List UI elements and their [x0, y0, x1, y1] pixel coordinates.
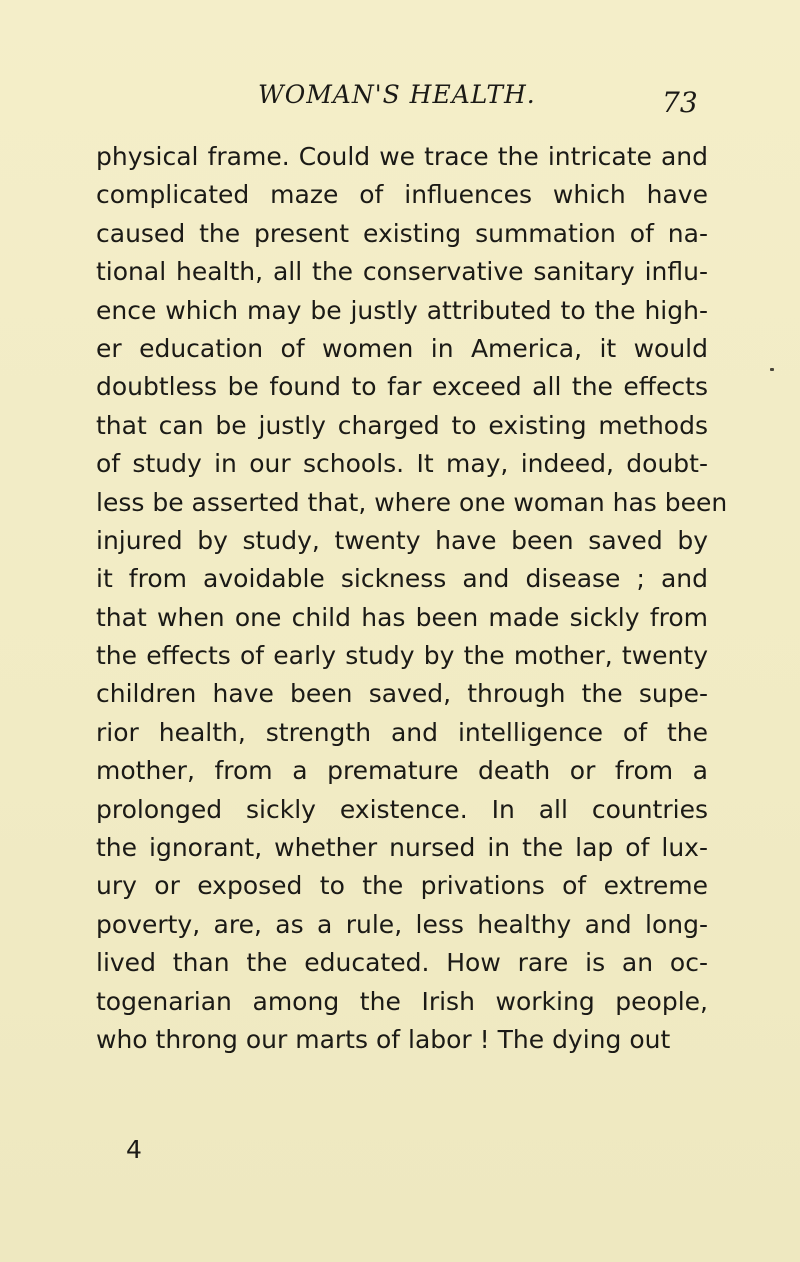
text-line: togenarian among the Irish working people,	[96, 986, 708, 1016]
text-line: tional health, all the conservative sanitary influ-	[96, 257, 708, 287]
text-line: injured by study, twenty have been saved by	[96, 525, 708, 555]
text-line: poverty, are, as a rule, less healthy and long-	[96, 909, 708, 939]
text-line: prolonged sickly existence. In all countries	[96, 794, 708, 824]
text-line: ury or exposed to the privations of extreme	[96, 871, 708, 901]
text-line: children have been saved, through the supe-	[96, 679, 708, 709]
text-line: the effects of early study by the mother, twenty	[96, 641, 708, 671]
text-line: complicated maze of influences which have	[96, 180, 708, 210]
text-line: rior health, strength and intelligence of the	[96, 717, 708, 747]
text-line: lived than the educated. How rare is an oc-	[96, 948, 708, 978]
body-text	[96, 138, 728, 1059]
text-line: that can be justly charged to existing methods	[96, 410, 708, 440]
running-head	[0, 80, 800, 120]
text-line: less be asserted that, where one woman has been	[96, 487, 728, 517]
text-line: ence which may be justly attributed to the high-	[96, 295, 708, 325]
text-line: caused the present existing summation of na-	[96, 218, 708, 248]
text-line: doubtless be found to far exceed all the effects	[96, 372, 708, 402]
text-line: that when one child has been made sickly from	[96, 602, 708, 632]
running-head-title: WOMAN'S HEALTH.	[258, 80, 536, 109]
text-line: the ignorant, whether nursed in the lap of lux-	[96, 833, 708, 863]
text-line: mother, from a premature death or from a	[96, 756, 708, 786]
text-line: of study in our schools. It may, indeed, doubt-	[96, 449, 708, 479]
text-line: it from avoidable sickness and disease ; and	[96, 564, 708, 594]
print-speck	[770, 368, 774, 371]
page-number: 73	[662, 86, 698, 119]
text-line: who throng our marts of labor ! The dying out	[96, 1024, 671, 1054]
text-line: er education of women in America, it would	[96, 333, 708, 363]
text-line: physical frame. Could we trace the intricate and	[96, 142, 708, 171]
signature-mark: 4	[126, 1135, 142, 1164]
